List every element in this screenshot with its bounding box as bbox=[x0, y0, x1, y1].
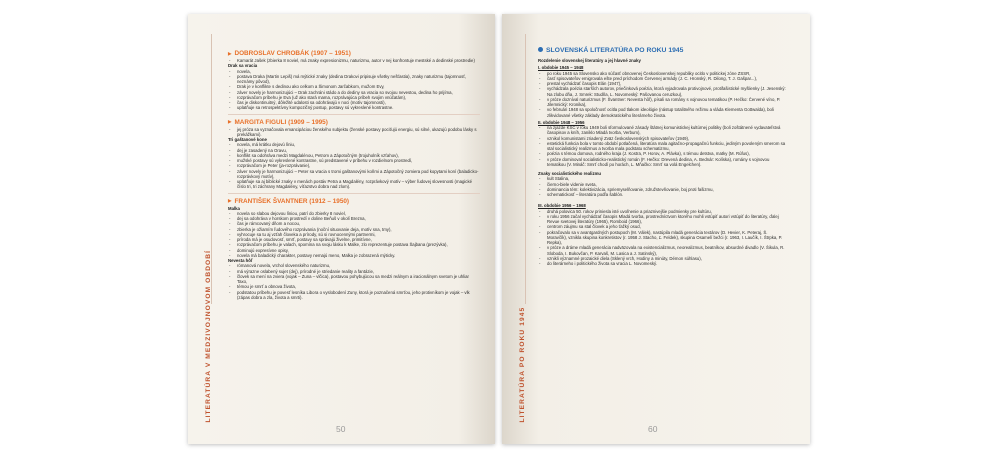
section-divider bbox=[228, 112, 480, 115]
period-heading: II. obdobie 1948 – 1956 bbox=[538, 119, 585, 125]
bullet-line: - vychádzala poézia starších autorov, priečinková poézia, ktorá vyjadrovala protivojnové, protifašistické myšlienky (J. Jesenský: Na zlobu dňa, J. Smrek: Studňa, L. Novomeský: Pašovanou ceruzkou), bbox=[538, 86, 786, 97]
bullet-line: - druhá polovica 50. rokov priniesla isté uvoľnenie a priaznivejšie podmienky pre kultúru, bbox=[538, 209, 786, 214]
bullet-line: - vyhrocuje sa tu aj vzťah človeka a prírody, sú si rovnocennými partnermi, bbox=[228, 232, 480, 237]
bullet-line: - konflikt sa odohráva medzi Magdalénou, Petrom a Zápotočným (trojuholník vzťahov), bbox=[228, 153, 480, 158]
right-page-number: 60 bbox=[648, 424, 658, 434]
bullet-line: - novela so slabou dejovou líniou, patrí do zbierky 8 noviel, bbox=[228, 211, 480, 216]
bullet-line: - rozprávačom je Peter (ja-rozprávanie), bbox=[228, 163, 480, 168]
bullet-line: - postava Draka (Martin Lepiš) má mýtické znaky (dedina Drakovi pripisuje všetky nešťastia), znaky naturizmu (tajomnosť, neznámy pôvod), bbox=[228, 74, 480, 85]
period-heading: I. obdobie 1945 – 1948 bbox=[538, 65, 584, 71]
bullet-line: - v roku 1956 začal vychádzať časopis Mladá tvorba, prostredníctvom ktorého mohli vstúpiť autori vstúpiť do literatúry, ďalej Revue svetovej literatúry (1965), Romboid (1966), bbox=[538, 214, 786, 225]
bullet-line: - dej je zasadený na Oravu, bbox=[228, 148, 480, 153]
bullet-line: - Drak je v konflikte s dedinou ako celkom a Šimonom Jarčabkom, mužom Evy, bbox=[228, 84, 480, 89]
bullet-line: - zbierka je ožiarním ľudového rozprávania (noční situovanie deja, motív sna, tmy), bbox=[228, 227, 480, 232]
left-page-content bbox=[228, 46, 480, 300]
bullet-line: - jej próza sa vyznačovala emancipáciou ženského subjektu (ženské postavy pociťujú energiu, sú silné, ukazujú podobu lásky s prekážkami). bbox=[228, 127, 480, 138]
bullet-dot-icon bbox=[538, 47, 543, 52]
spacer bbox=[538, 197, 786, 201]
section-divider bbox=[228, 191, 480, 194]
work-title: Drak sa vracia bbox=[228, 63, 258, 69]
right-running-title: LITERATÚRA PO ROKU 1945 bbox=[519, 306, 526, 423]
bullet-line: - rozprávačom príbehu je Eva (už ako stará mama, rozprávajúca príbeh svojim vnúčatám), bbox=[228, 95, 480, 100]
right-text-blocks bbox=[538, 58, 786, 266]
bullet-line: - čas je rámcovaný dňom a nocou, bbox=[228, 221, 480, 226]
bullet-line: - témou je smrť a obnova života, bbox=[228, 284, 480, 289]
bullet-line: - v próze dominoval socialisticko-realistický román (F. Hečko: Drevená dedina, A. Bednár: Kolíska), romány s vojnovou tematikou (V. Mináč: Smrť chodí po horách, L. Mňačko: Smrť sa volá Engelchen). bbox=[538, 157, 786, 168]
bullet-line: - uplatňuje sa retrospektívny kompozičný postup, postavy sú vykreslené kontrastne. bbox=[228, 105, 480, 110]
bullet-line: - v próze a dráme mladá generácia nadväzovala na existencializmus, neorealizmus, beatníkov, absurdné divadlo (V. Šikula, R. Sloboda, I. Bukovčan, P. Karvaš, M. Lasica a J. Satinský), bbox=[538, 245, 786, 256]
bullet-line: - pokračovalo sa v avantgardných postupoch (M. Válek), nastúpila mladá generácia textárov (D. Hevier, K. Peteraj, Š. Moravčík), vznikla skupina konkretistov (r. 1958 J. Stacho, Ľ. Feldek), skupina Osamelí bežci (r. 1963, I. Laučík, I. Štrpka, P. Repka), bbox=[538, 230, 786, 246]
chapter-title bbox=[538, 46, 786, 55]
right-page bbox=[502, 14, 810, 444]
bullet-line: - vo februári 1948 sa spoločnosť ocitla pod tlakom ideológie (nástup totalitného režimu a vláda Klementa Gottwalda), boli zlikvidované všetky základy demokratického literárneho života. bbox=[538, 107, 786, 118]
bullet-line: - Kamarát Jašek (zbierka 8 noviel, má znaky expresionizmu, naturizmu, autor v nej konfrontuje mestské a dedinské prostredie) bbox=[228, 58, 480, 63]
period-heading: III. obdobie 1956 – 1968 bbox=[538, 203, 586, 209]
bullet-line: - uplatňuje sa aj biblické znaky v menách postáv Petra a Magdalény, rozprávkový motív – výber ľudovej slovesnosti (magické číslo tri, tri záchrany Magdalény, víťazstvo dobra nad zlom). bbox=[228, 179, 480, 190]
bullet-line: - rómanová novela, vrchol slovenského naturizmu, bbox=[228, 263, 480, 268]
bullet-line: - príroda má je osudovosť, smrť, postavy sa správajú živelne, primitívne, bbox=[228, 237, 480, 242]
author-heading: ▶ FRANTIŠEK ŠVANTNER (1912 – 1950) bbox=[228, 198, 480, 206]
subheading: Znaky socialistického realizmu bbox=[538, 171, 602, 176]
right-page-content bbox=[538, 46, 786, 266]
bullet-line: - záver novely je harmonizujúci – Drak zachráni stádo a do dediny sa vracia so svojou nevestou, dedina ho prijíma, bbox=[228, 90, 480, 95]
spine-divider bbox=[525, 34, 526, 304]
bullet-line: - záver novely je harmonizujúci – Peter sa vracia s tromi gaštanovými koňmi a Zápotočný zomiera pod kopytami koní (baladicko-rozprávkový motív), bbox=[228, 169, 480, 180]
bullet-line: - novela, bbox=[228, 69, 480, 74]
bullet-line: - kult Stalina, bbox=[538, 176, 786, 181]
bullet-line: - do literárneho i politického života sa vracia L. Novomeský. bbox=[538, 261, 786, 266]
work-title: Tri gaštanové kone bbox=[228, 137, 267, 142]
subheading: Rozdelenie slovenskej literatúry a jej hlavné znaky bbox=[538, 58, 641, 63]
left-page bbox=[188, 14, 495, 444]
left-page-number: 50 bbox=[336, 424, 346, 434]
bullet-line: - po roku 1945 sa Slovensko ako súčasť obnovenej Československej republiky ocitlo v politickej zóne ZSSR, bbox=[538, 71, 786, 76]
bullet-line: - vznikol komunistami zriadený Zväz československých spisovateľov (1949), bbox=[538, 136, 786, 141]
bullet-line: - poézia s témou domova, rodného kraja (J. Kostra, P. Horov, A. Plávka), s témou detstva, matky (M. Rúfus), bbox=[538, 151, 786, 156]
bullet-line: - centrom záujmu sa stal človek a jeho ťažký osud, bbox=[538, 224, 786, 229]
bullet-line: - na zjazde KSČ v roku 1949 boli sformulované zásady štátnej komunistickej kultúrnej politiky (boli zoštátnené vydavateľstvá časopisov a kníh, zaniklo Mladá tvorba, Verbum), bbox=[538, 125, 786, 136]
bullet-line: - estetická funkcia bola v tomto období potlačená, literatúra mala agitačno-propagačnú funkciu, jediným povoleným smerom sa stal socialistický realizmus a tvorba mala podstatu schematizmu, bbox=[538, 141, 786, 152]
bullet-line: - v próze dozníval naturizmus (F. Švantner: Nevesta hôľ), písali sa romány s vojnovou tematikou (P. Hečko: Červené víno, P. Jilemnický: Kronika), bbox=[538, 97, 786, 108]
bullet-line: - schematickosť – literatúra podľa šablón. bbox=[538, 192, 786, 197]
bullet-line: - čas je diskontinuitný, dôležité udalosti sa odohrávajú v noci (motív tajomnosti), bbox=[228, 100, 480, 105]
bullet-line: - človek sa mení na zviera (vojak – Zuna – vlčica), postavou pohybujúcou sa medzi reálnym a iracionálnym svetom je uhliar Taxo, bbox=[228, 274, 480, 285]
left-spine bbox=[206, 34, 218, 426]
work-title: Nevesta hôľ bbox=[228, 258, 253, 263]
bullet-line: - prestal vychádzať časopis Elán (1947), bbox=[538, 81, 786, 86]
chapter-title-text: SLOVENSKÁ LITERATÚRA PO ROKU 1945 bbox=[546, 47, 684, 54]
bullet-line: - mužské postavy sú vykreslené kontrastne, sú predstavené v príbehu v rozdielnom prostredí, bbox=[228, 158, 480, 163]
bullet-line: - časť spisovateľov emigrovala ešte pred príchodom Červenej armády (J. C. Hronský, R. Dilong, T. J. Gašpar...), bbox=[538, 76, 786, 81]
bullet-line: - dominujú expresívne opisy, bbox=[228, 248, 480, 253]
work-title: Malka bbox=[228, 205, 240, 211]
left-running-title: LITERATÚRA V MEDZIVOJNOVOM OBDOBÍ bbox=[205, 249, 212, 423]
bullet-line: - dominancia tém: kolektivizácia, spriemyselňovanie, združstevňovanie, boj proti fašizmu, bbox=[538, 187, 786, 192]
bullet-line: - podstatou príbehu je povesť lesníka Libora o vyslobodení Zuny, ktorá je poznačená smrťou, jeho protivníkom je vojak – vlk (zápas dobra a zla, života a smrti). bbox=[228, 290, 480, 301]
bullet-line: - čierno-biele videnie sveta, bbox=[538, 182, 786, 187]
bullet-line: - rozprávačom príbehu je valach, spomína na svoju lásku k Malke, zlo reprezentuje postava Šajbana (prezývka), bbox=[228, 242, 480, 247]
bullet-line: - novela má baladický charakter, postavy nemajú meno, Malka je zobrazená mýticky. bbox=[228, 253, 480, 258]
author-heading: ▶ MARGITA FIGULI (1909 – 1995) bbox=[228, 119, 480, 127]
bullet-line: - má výrazne oslabený sujet (dej), prírodné je striedanie reality a fantázie, bbox=[228, 269, 480, 274]
bullet-line: - novela, má krátku dejovú líniu, bbox=[228, 142, 480, 147]
right-spine bbox=[520, 34, 532, 426]
bullet-line: - dej sa odohráva v horskom prostredí v doline Beňuš v okolí Brezna, bbox=[228, 216, 480, 221]
bullet-line: - vznikli významné prozaické diela (Sklený vrch, Hodiny a minúty, Démon súhlasu), bbox=[538, 256, 786, 261]
author-heading: ▶ DOBROSLAV CHROBÁK (1907 – 1951) bbox=[228, 50, 480, 58]
